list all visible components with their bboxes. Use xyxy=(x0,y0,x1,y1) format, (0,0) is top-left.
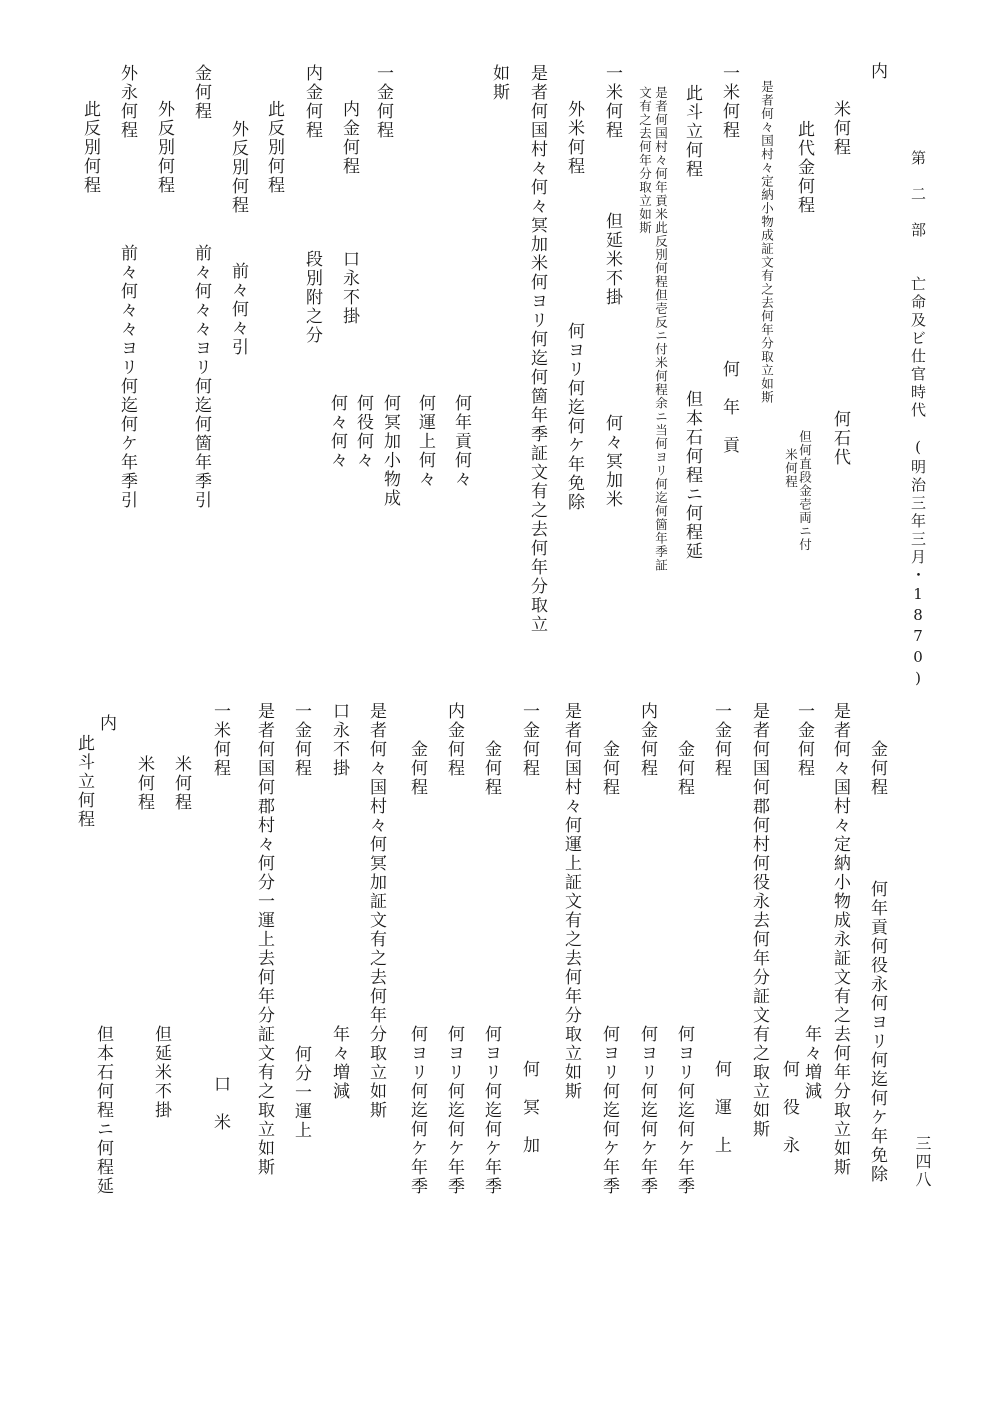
text-column: 何 運 上 xyxy=(711,1060,731,1155)
text-column: 是者何国村々何々冥加米何ヨリ何迄何箇年季証文有之去何年分取立 xyxy=(527,64,547,634)
text-column: 何ヨリ何迄何ケ年季 xyxy=(674,1025,694,1196)
text-column: 口 米 xyxy=(210,1075,230,1132)
text-column: 外米何程 xyxy=(564,100,584,176)
text-column: 此代金何程 xyxy=(794,120,814,215)
text-column: 米何程 xyxy=(783,448,799,489)
text-column: 何々冥加米 xyxy=(602,414,622,509)
text-column: 何ヨリ何迄何ケ年免除 xyxy=(564,322,584,512)
text-column: 金何程 xyxy=(407,740,427,797)
text-column: 口永不掛 xyxy=(329,702,349,778)
text-column: 内金何程 xyxy=(444,702,464,778)
text-column: 内金何程 xyxy=(637,702,657,778)
text-column: 但何直段金壱両ニ付 xyxy=(797,430,813,552)
text-column: 内 xyxy=(867,62,887,81)
text-column: 是者何国何郡村々何分一運上去何年分証文有之取立如斯 xyxy=(254,702,274,1177)
running-title: 第 二 部 亡命及ビ仕官時代 (明治三年三月・1870) xyxy=(909,150,927,690)
text-column: 前々何々々ヨリ何迄何ケ年季引 xyxy=(117,244,137,510)
text-column: 何 冥 加 xyxy=(519,1060,539,1155)
text-column: 何石代 xyxy=(830,410,850,467)
text-column: 前々何々々ヨリ何迄何箇年季引 xyxy=(191,244,211,510)
text-column: 一金何程 xyxy=(519,702,539,778)
text-column: 一金何程 xyxy=(291,702,311,778)
text-column: 米何程 xyxy=(134,755,154,812)
text-column: 外反別何程 xyxy=(228,120,248,215)
text-column: 金何程 xyxy=(481,740,501,797)
text-column: 但本石何程ニ何程延 xyxy=(93,1025,113,1196)
text-column: 年々増減 xyxy=(329,1025,349,1101)
text-column: 口永不掛 xyxy=(339,250,359,326)
text-column: 文有之去何年分取立如斯 xyxy=(637,86,653,235)
text-column: 内 xyxy=(96,714,116,733)
text-column: 何年貢何々 xyxy=(451,394,471,489)
text-column: 何冥加小物成 xyxy=(380,394,400,508)
text-column: 前々何々引 xyxy=(228,262,248,357)
text-column: 是者何国村々何年貢米此反別何程但壱反ニ付米何程余ニ当何ヨリ何迄何箇年季証 xyxy=(653,86,669,572)
text-column: 米何程 xyxy=(830,100,850,157)
text-column: 何ヨリ何迄何ケ年季 xyxy=(444,1025,464,1196)
text-column: 一金何程 xyxy=(373,64,393,140)
text-column: 一金何程 xyxy=(794,702,814,778)
text-column: 此斗立何程 xyxy=(74,734,94,829)
page-number: 三四八 xyxy=(913,1135,932,1189)
text-column: 何ヨリ何迄何ケ年季 xyxy=(407,1025,427,1196)
text-column: 此反別何程 xyxy=(264,100,284,195)
text-column: 金何程 xyxy=(191,64,211,121)
text-column: 金何程 xyxy=(674,740,694,797)
text-column: 此反別何程 xyxy=(80,100,100,195)
text-column: 一米何程 xyxy=(210,702,230,778)
text-column: 内金何程 xyxy=(339,100,359,176)
text-column: 何運上何々 xyxy=(415,394,435,489)
text-column: 但延米不掛 xyxy=(602,212,622,307)
text-column: 但延米不掛 xyxy=(151,1025,171,1120)
text-column: 一米何程 xyxy=(719,64,739,140)
text-column: 是者何国何郡何村何役永去何年分証文有之取立如斯 xyxy=(749,702,769,1139)
text-column: 年々増減 xyxy=(801,1025,821,1101)
text-column: 何年貢何役永何ヨリ何迄何ケ年免除 xyxy=(867,880,887,1184)
text-column: 外永何程 xyxy=(117,64,137,140)
text-column: 米何程 xyxy=(171,755,191,812)
text-column: 一米何程 xyxy=(602,64,622,140)
text-column: 此斗立何程 xyxy=(682,84,702,179)
text-column: 金何程 xyxy=(867,740,887,797)
text-column: 何ヨリ何迄何ケ年季 xyxy=(599,1025,619,1196)
text-column: 一金何程 xyxy=(711,702,731,778)
text-column: 内金何程 xyxy=(302,64,322,140)
text-column: 是者何国村々何運上証文有之去何年分取立如斯 xyxy=(561,702,581,1101)
text-column: 何役何々 xyxy=(353,394,373,470)
text-column: 何分一運上 xyxy=(291,1045,311,1140)
text-column: 何々何々 xyxy=(327,394,347,470)
text-column: 何ヨリ何迄何ケ年季 xyxy=(481,1025,501,1196)
text-column: 是者何々国村々定納小物成証文有之去何年分取立如斯 xyxy=(759,80,775,404)
text-column: 是者何々国村々定納小物成永証文有之去何年分取立如斯 xyxy=(830,702,850,1177)
text-column: 金何程 xyxy=(599,740,619,797)
text-column: 何ヨリ何迄何ケ年季 xyxy=(637,1025,657,1196)
text-column: 何 役 永 xyxy=(779,1060,799,1155)
text-column: 如斯 xyxy=(489,64,509,102)
text-column: 是者何々国村々何冥加証文有之去何年分取立如斯 xyxy=(366,702,386,1120)
text-column: 何 年 貢 xyxy=(719,360,739,455)
text-column: 但本石何程ニ何程延 xyxy=(682,390,702,561)
text-column: 外反別何程 xyxy=(154,100,174,195)
text-column: 段別附之分 xyxy=(302,250,322,345)
